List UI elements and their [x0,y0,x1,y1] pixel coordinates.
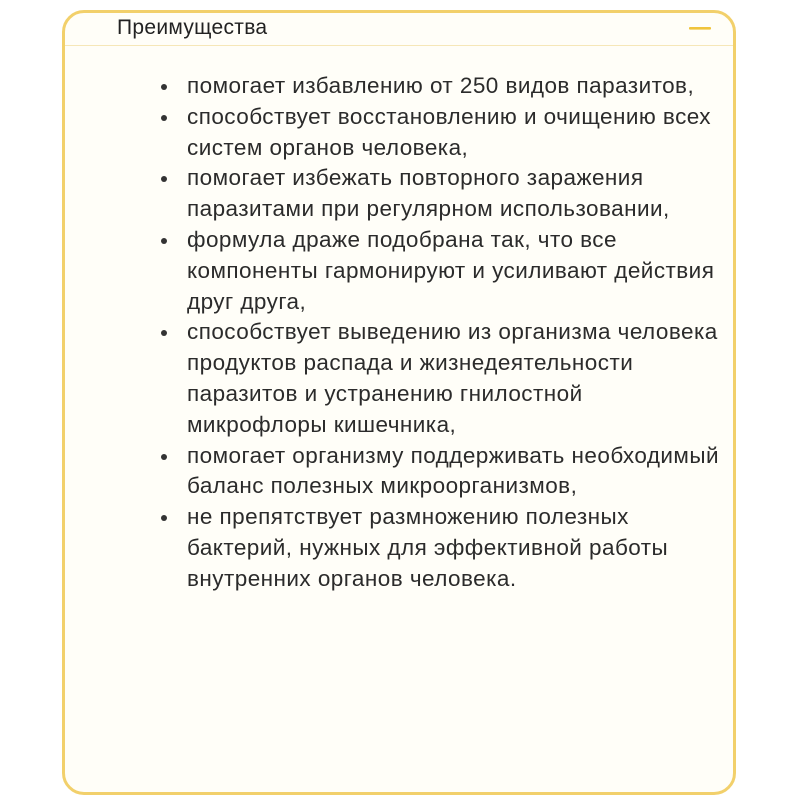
accordion-content [161,71,727,595]
list-item [161,502,727,594]
benefit-text: помогает избавлению от 250 видов паразитов, [187,73,695,98]
benefits-list [161,71,727,595]
benefit-text: формула драже подобрана так, что все компоненты гармонируют и усиливают действия друг друга, [187,226,715,314]
minus-icon[interactable] [687,21,713,35]
bullet-icon [161,238,167,244]
list-item [161,317,727,440]
list-item [161,441,727,503]
accordion-title: Преимущества [117,16,268,39]
bullet-icon [161,115,167,121]
bullet-icon [161,176,167,182]
benefits-accordion [62,10,736,795]
list-item [161,102,727,164]
accordion-header[interactable] [65,13,733,46]
list-item [161,225,727,317]
benefit-text: помогает избежать повторного заражения паразитами при регулярном использовании, [187,165,670,222]
bullet-icon [161,330,167,336]
list-item [161,71,727,102]
bullet-icon [161,454,167,460]
benefit-text: помогает организму поддерживать необходимый баланс полезных микроорганизмов, [187,442,719,499]
bullet-icon [161,84,167,90]
benefit-text: не препятствует размножению полезных бактерий, нужных для эффективной работы внутренних органов человека. [187,504,669,591]
benefit-text: способствует выведению из организма человека продуктов распада и жизнедеятельности паразитов и устранению гнилостной микрофлоры кишечника, [187,319,718,437]
benefit-text: способствует восстановлению и очищению всех систем органов человека, [187,103,711,160]
bullet-icon [161,515,167,521]
list-item [161,163,727,225]
